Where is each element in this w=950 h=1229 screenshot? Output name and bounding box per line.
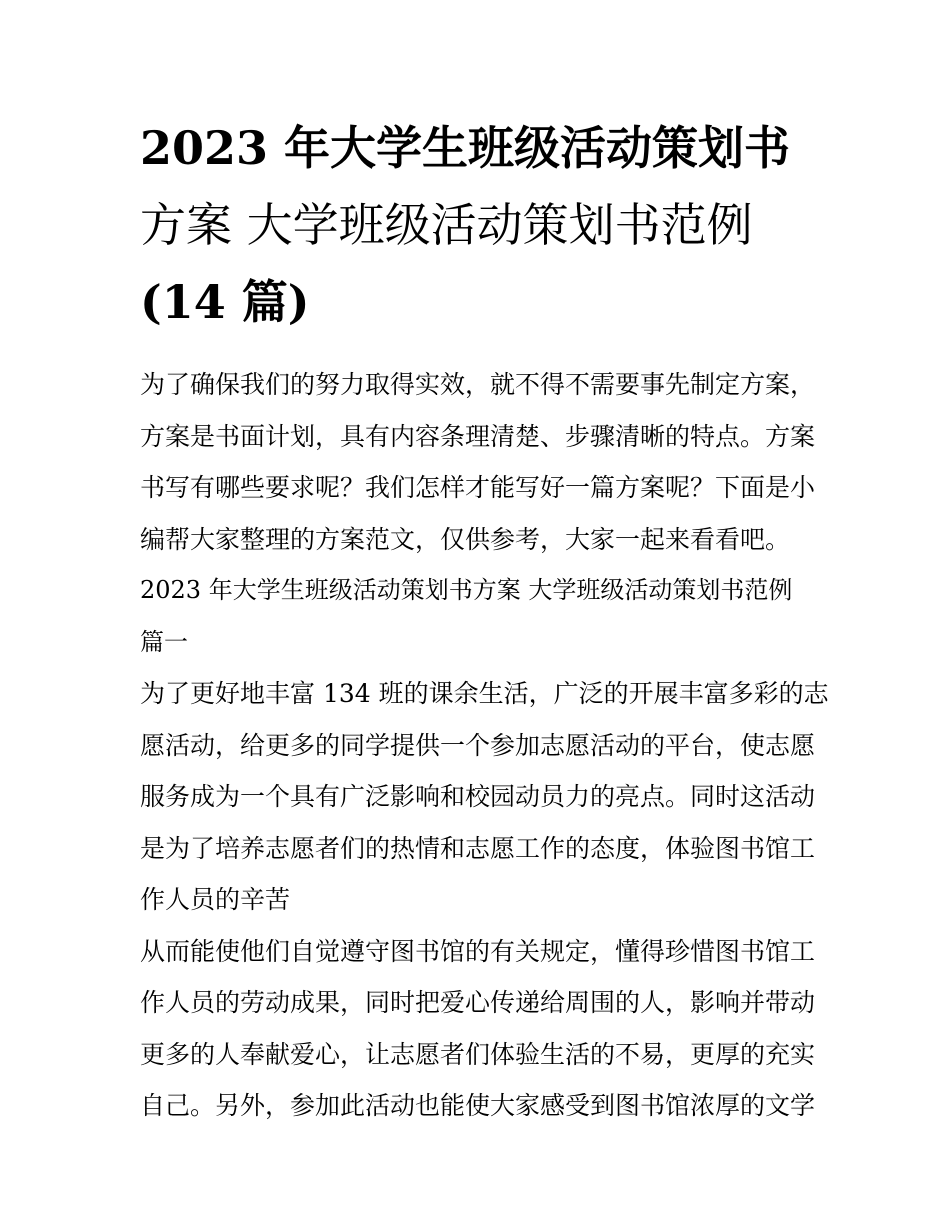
- text-line: 篇一: [140, 627, 188, 656]
- text-line: 更多的人奉献爱心，让志愿者们体验生活的不易，更厚的充实: [140, 1039, 816, 1069]
- title-line: 方案 大学班级活动策划书范例: [140, 198, 753, 252]
- body-paragraph: [140, 926, 820, 1132]
- text-line: 为了确保我们的努力取得实效，就不得不需要事先制定方案，: [140, 370, 816, 399]
- text-line: 作人员的劳动成果，同时把爱心传递给周围的人，影响并带动: [140, 988, 816, 1017]
- title-line: 2023 年大学生班级活动策划书: [140, 121, 791, 175]
- section-heading: [140, 565, 820, 668]
- text-line: 自己。另外，参加此活动也能使大家感受到图书馆浓厚的文学: [140, 1091, 816, 1120]
- intro-paragraph: [140, 359, 820, 565]
- document-page: [140, 110, 829, 1132]
- text-line: 愿活动，给更多的同学提供一个参加志愿活动的平台，使志愿: [140, 730, 816, 760]
- text-line: 为了更好地丰富 134 班的课余生活，广泛的开展丰富多彩的志: [140, 679, 829, 708]
- text-line: 是为了培养志愿者们的热情和志愿工作的态度，体验图书馆工: [140, 833, 816, 863]
- text-line: 书写有哪些要求呢？我们怎样才能写好一篇方案呢？下面是小: [140, 473, 816, 502]
- document-body: [140, 359, 829, 1132]
- text-line: 服务成为一个具有广泛影响和校园动员力的亮点。同时这活动: [140, 782, 816, 811]
- document-title: [140, 110, 820, 341]
- text-line: 编帮大家整理的方案范文，仅供参考，大家一起来看看吧。: [140, 524, 791, 554]
- text-line: 2023 年大学生班级活动策划书方案 大学班级活动策划书范例: [140, 576, 793, 604]
- body-paragraph: [140, 668, 829, 926]
- text-line: 从而能使他们自觉遵守图书馆的有关规定，懂得珍惜图书馆工: [140, 936, 816, 966]
- text-line: 作人员的辛苦: [140, 885, 291, 914]
- text-line: 方案是书面计划，具有内容条理清楚、步骤清晰的特点。方案: [140, 421, 816, 451]
- title-line: (14 篇): [140, 275, 310, 329]
